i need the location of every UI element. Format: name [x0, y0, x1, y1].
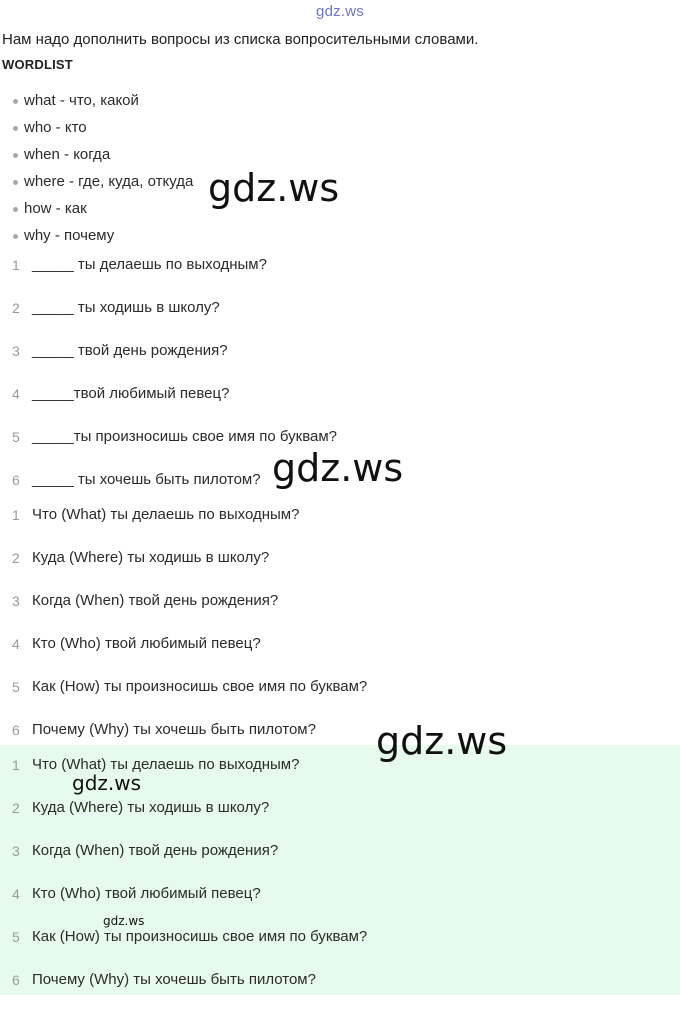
answer-number: 2 [12, 800, 20, 816]
wordlist-item-text: what - что, какой [24, 92, 139, 109]
watermark: gdz.ws [72, 771, 142, 795]
answer-text: Когда (When) твой день рождения? [32, 842, 279, 859]
question-text: _____ ты делаешь по выходным? [32, 256, 267, 273]
bullet-icon [13, 234, 18, 239]
answers-list [0, 505, 680, 763]
bullet-icon [13, 153, 18, 158]
answer-item [0, 505, 680, 548]
answer-number: 6 [12, 972, 20, 988]
question-text: _____твой любимый певец? [32, 385, 230, 402]
answer-number: 2 [12, 550, 20, 566]
wordlist-item-text: when - когда [24, 146, 111, 163]
answer-number: 1 [12, 757, 20, 773]
answer-text: Что (What) ты делаешь по выходным? [32, 506, 300, 523]
answer-text: Кто (Who) твой любимый певец? [32, 635, 261, 652]
wordlist-item-text: who - кто [24, 119, 87, 136]
answer-number: 3 [12, 843, 20, 859]
wordlist-item [0, 225, 193, 252]
answer-text: Почему (Why) ты хочешь быть пилотом? [32, 971, 316, 988]
question-text: _____ты произносишь свое имя по буквам? [32, 428, 338, 445]
wordlist-item [0, 144, 193, 171]
question-item [0, 384, 680, 427]
watermark: gdz.ws [103, 914, 145, 928]
answer-number: 1 [12, 507, 20, 523]
answer-number: 6 [12, 722, 20, 738]
watermark: gdz.ws [208, 166, 340, 210]
question-text: _____ ты ходишь в школу? [32, 299, 220, 316]
answer-item [0, 591, 680, 634]
answer-number: 5 [12, 929, 20, 945]
wordlist-item [0, 90, 193, 117]
question-item [0, 255, 680, 298]
answer-text: Когда (When) твой день рождения? [32, 592, 279, 609]
intro-text: Нам надо дополнить вопросы из списка вопросительными словами. [2, 31, 479, 48]
answer-number: 4 [12, 636, 20, 652]
question-item [0, 341, 680, 384]
site-logo[interactable]: gdz.ws [316, 3, 364, 20]
wordlist-item-text: where - где, куда, откуда [24, 173, 194, 190]
watermark: gdz.ws [376, 719, 508, 763]
bullet-icon [13, 207, 18, 212]
answer-number: 4 [12, 886, 20, 902]
wordlist-heading: WORDLIST [2, 57, 73, 72]
question-number: 1 [12, 257, 20, 273]
question-number: 5 [12, 429, 20, 445]
answer-item [0, 927, 680, 970]
bullet-icon [13, 99, 18, 104]
question-number: 3 [12, 343, 20, 359]
answer-item [0, 677, 680, 720]
answer-item [0, 841, 680, 884]
question-text: _____ ты хочешь быть пилотом? [32, 471, 261, 488]
answer-item [0, 548, 680, 591]
wordlist-item [0, 198, 193, 225]
answer-item [0, 798, 680, 841]
wordlist [0, 90, 193, 252]
answer-number: 5 [12, 679, 20, 695]
answer-text: Как (How) ты произносишь свое имя по буквам? [32, 928, 368, 945]
wordlist-item-text: why - почему [24, 227, 115, 244]
answer-number: 3 [12, 593, 20, 609]
answer-text: Что (What) ты делаешь по выходным? [32, 756, 300, 773]
wordlist-item-text: how - как [24, 200, 87, 217]
bullet-icon [13, 126, 18, 131]
bullet-icon [13, 180, 18, 185]
answer-text: Куда (Where) ты ходишь в школу? [32, 549, 270, 566]
wordlist-item [0, 117, 193, 144]
question-item [0, 298, 680, 341]
answer-text: Почему (Why) ты хочешь быть пилотом? [32, 721, 316, 738]
answer-item [0, 970, 680, 1013]
wordlist-item [0, 171, 193, 198]
answer-text: Как (How) ты произносишь свое имя по буквам? [32, 678, 368, 695]
answer-text: Куда (Where) ты ходишь в школу? [32, 799, 270, 816]
answer-text: Кто (Who) твой любимый певец? [32, 885, 261, 902]
watermark: gdz.ws [272, 446, 404, 490]
question-number: 4 [12, 386, 20, 402]
question-text: _____ твой день рождения? [32, 342, 228, 359]
question-number: 2 [12, 300, 20, 316]
answer-item [0, 884, 680, 927]
answer-item [0, 634, 680, 677]
question-number: 6 [12, 472, 20, 488]
